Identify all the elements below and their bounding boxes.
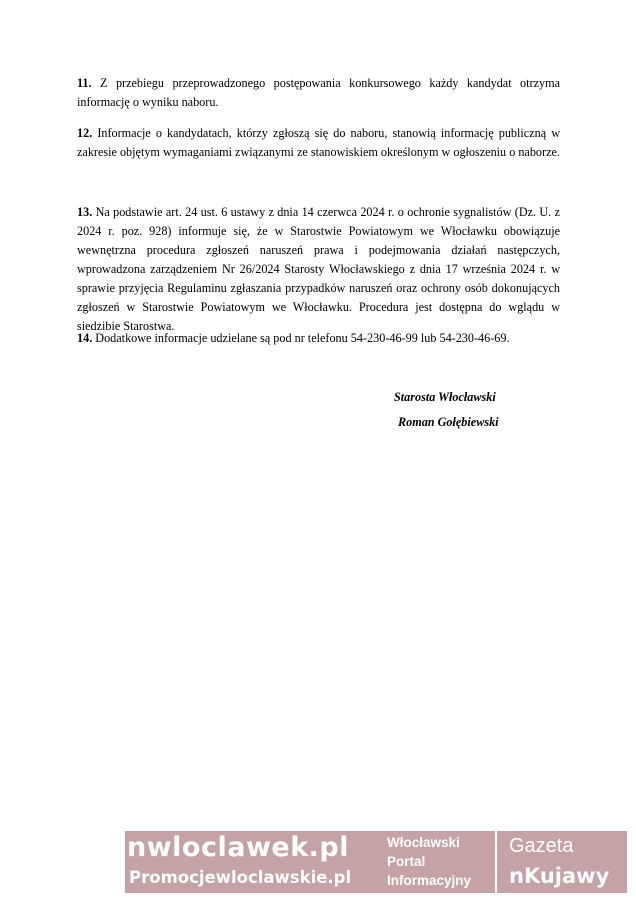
paragraph-12: [77, 124, 560, 162]
paragraph-text: Na podstawie art. 24 ust. 6 ustawy z dnia 14 czerwca 2024 r. o ochronie sygnalistów (Dz. U. z 2024 r. poz. 928) informuje się, że w Starostwie Powiatowym we Włocławku obowiązuje wewnętrzna procedura zgłoszeń naruszeń prawa i podejmowania działań następczych, wprowadzona zarządzeniem Nr 26/2024 Starosty Włocławskiego z dnia 17 września 2024 r. w sprawie przyjęcia Regulaminu zgłaszania przypadków naruszeń oraz ochrony osób dokonujących zgłoszeń w Starostwie Powiatowym we Włocławku. Procedura jest dostępna do wglądu w siedzibie Starostwa.: [77, 205, 560, 333]
paragraph-13: [77, 203, 560, 336]
paragraph-14: [77, 329, 560, 348]
paragraph-number: 14.: [77, 331, 93, 345]
footer-promo-link[interactable]: Promocjewloclawskie.pl: [129, 868, 352, 887]
paragraph-text: Informacje o kandydatach, którzy zgłoszą się do naboru, stanowią informację publiczną w zakresie objętym wymaganiami związanymi ze stanowiskiem określonym w ogłoszeniu o naborze.: [77, 126, 560, 159]
paragraph-11: [77, 74, 560, 112]
footer-site-link[interactable]: nwloclawek.pl: [127, 832, 349, 863]
footer-portal-line: Portal: [387, 854, 426, 869]
paragraph-text: Dodatkowe informacje udzielane są pod nr telefonu 54-230-46-99 lub 54-230-46-69.: [92, 331, 510, 345]
footer-divider: [495, 831, 497, 893]
footer-portal-line: Włocławski: [387, 835, 460, 850]
footer-portal-line: Informacyjny: [387, 873, 472, 888]
footer-banner[interactable]: [125, 831, 627, 893]
paragraph-number: 11.: [77, 76, 92, 90]
paragraph-text: Z przebiegu przeprowadzonego postępowania konkursowego każdy kandydat otrzyma informację o wyniku naboru.: [77, 76, 560, 109]
signature-title: Starosta Włocławski: [394, 390, 496, 404]
footer-portal-label: [387, 833, 471, 890]
signature-name: Roman Gołębiewski: [398, 415, 499, 429]
paragraph-number: 12.: [77, 126, 93, 140]
footer-gazeta-label: Gazeta: [509, 835, 574, 857]
footer-nkujawy-link[interactable]: nKujawy: [509, 864, 610, 888]
paragraph-number: 13.: [77, 205, 93, 219]
